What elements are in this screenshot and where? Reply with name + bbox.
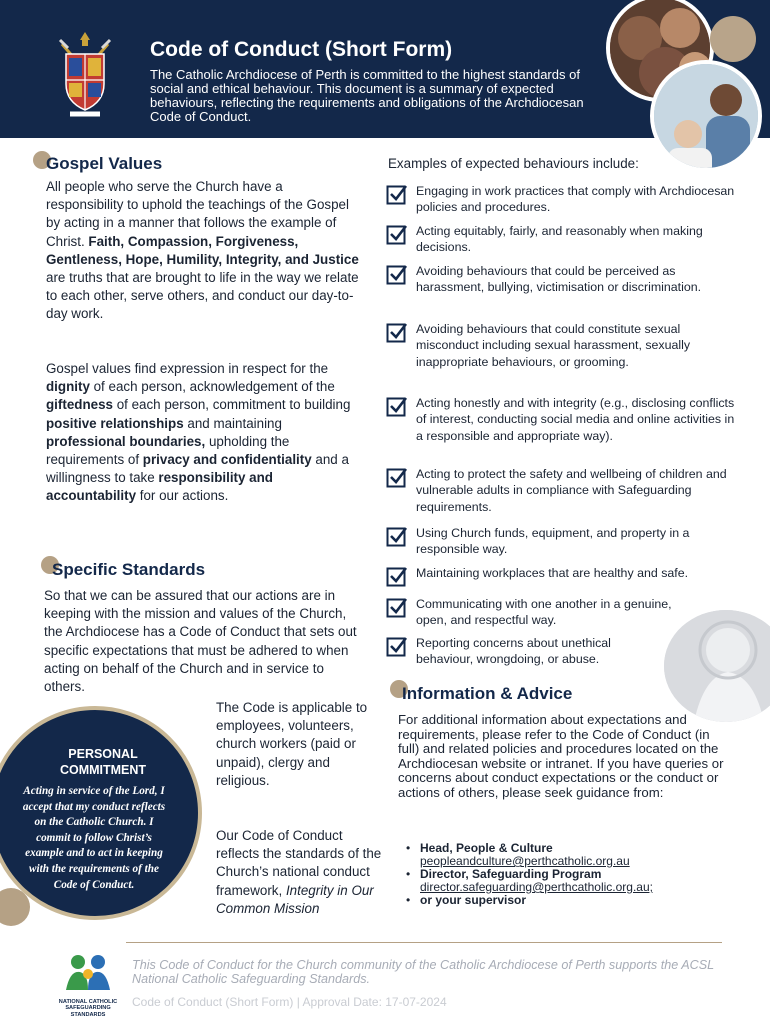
emphasis-text: positive relationships	[46, 415, 184, 431]
information-text: For additional information about expectations and requirements, please refer to the Code of Conduct (in full) and related policies and procedures located on the Archdiocesan website or intranet. If you have queries or concerns about conduct expectations or the conduct or actions of others, please seek guidance from:	[398, 712, 724, 800]
standards-framework-text: Our Code of Conduct reflects the standards of the Church’s national conduct framework,	[216, 828, 382, 898]
specific-standards-paragraph-3	[216, 827, 382, 918]
emphasis-text: privacy and confidentiality	[142, 452, 312, 468]
safeguarding-logo-text: NATIONAL CATHOLIC SAFEGUARDING STANDARDS	[58, 999, 118, 1018]
checkbox-icon	[386, 183, 408, 205]
contact-role: • Director, Safeguarding Program	[420, 867, 602, 881]
paragraph-text: Gospel values find expression in respect for the	[46, 361, 329, 376]
emphasis-text: responsibility and accountability	[46, 470, 273, 504]
decorative-dot	[710, 16, 756, 62]
paragraph-text: are truths that are brought to life in the way we relate to each other, serve others, and conduct our day-to-day work.	[46, 270, 359, 322]
contact-item	[404, 842, 734, 868]
behaviour-text: Avoiding behaviours that could constitute sexual misconduct including sexual harassment, sexually inappropriate behaviours, or grooming.	[416, 322, 691, 369]
checkbox-icon	[386, 321, 408, 343]
emphasis-text: professional boundaries,	[46, 433, 206, 449]
checkbox-icon	[386, 635, 408, 657]
checkbox-icon	[386, 525, 408, 547]
carer-photo	[650, 60, 762, 172]
archdiocese-crest-logo	[54, 30, 116, 122]
behaviour-text: Acting to protect the safety and wellbeing of children and vulnerable adults in compliance with Safeguarding requirements.	[416, 467, 727, 514]
behaviour-text: Engaging in work practices that comply with Archdiocesan policies and procedures.	[416, 184, 735, 215]
specific-standards-paragraph-2: The Code is applicable to employees, volunteers, church workers (paid or unpaid), clergy and religious.	[216, 700, 368, 788]
behaviour-text: Maintaining workplaces that are healthy and safe.	[416, 566, 689, 580]
paragraph-text: All people who serve the Church have a responsibility to uphold the teachings of the Gospel by acting in a manner that follows the example of Christ.	[46, 179, 349, 249]
checkbox-icon	[386, 223, 408, 245]
contact-item	[404, 894, 734, 907]
paragraph-text: for our actions.	[136, 488, 229, 504]
behaviour-text: Acting honestly and with integrity (e.g., disclosing conflicts of interest, conducting social media and online activities in a responsible and appropriate way).	[416, 396, 735, 443]
footer-statement: This Code of Conduct for the Church community of the Catholic Archdiocese of Perth supports the ACSL National Catholic Safeguarding Standards.	[132, 958, 714, 986]
contacts-list	[404, 842, 734, 907]
emphasis-text: Faith, Compassion, Forgiveness, Gentleness, Hope, Humility, Integrity, and Justice	[46, 233, 359, 267]
document-title: Code of Conduct (Short Form)	[150, 38, 453, 61]
contact-role: • Head, People & Culture	[420, 841, 553, 855]
behaviour-text: Using Church funds, equipment, and property in a responsible way.	[416, 526, 690, 557]
checkbox-icon	[386, 596, 408, 618]
checkbox-icon	[386, 263, 408, 285]
contact-email-link[interactable]: director.safeguarding@perthcatholic.org.au;	[420, 880, 653, 894]
behaviour-text: Avoiding behaviours that could be perceived as harassment, bullying, victimisation or discrimination.	[416, 264, 702, 295]
paragraph-text: upholding the requirements of	[46, 433, 290, 468]
behaviour-text: Reporting concerns about unethical behaviour, wrongdoing, or abuse.	[416, 636, 611, 667]
emphasis-text: dignity	[46, 379, 90, 395]
contact-role: • or your supervisor	[420, 893, 527, 907]
specific-standards-paragraph-1: So that we can be assured that our actions are in keeping with the mission and values of the Church, the Archdiocese has a Code of Conduct that sets out specific expectations that must be adhered to when acting on behalf of the Church and in service to others.	[44, 588, 357, 695]
statue-photo	[664, 610, 770, 722]
examples-intro: Examples of expected behaviours include:	[388, 156, 639, 171]
paragraph-text: and maintaining	[183, 415, 282, 431]
standards-framework-title: Integrity in Our Common Mission	[216, 882, 374, 916]
personal-commitment-text: Acting in service of the Lord, I accept that my conduct reflects on the Catholic Church. I commit to follow Christ’s example and to act in keeping with the requirements of the Code of Conduct.	[22, 785, 166, 891]
gospel-values-paragraph-2	[46, 360, 360, 506]
contact-item	[404, 868, 734, 894]
document-intro: The Catholic Archdiocese of Perth is committed to the highest standards of social and ethical behaviour. This document is a summary of expected behaviours, reflecting the requirements and obligations of the Archdiocesan Code of Conduct.	[150, 67, 584, 124]
checkbox-icon	[386, 565, 408, 587]
footer-divider	[126, 942, 722, 943]
paragraph-text: of each person, commitment to building	[112, 397, 351, 413]
contact-email-link[interactable]: peopleandculture@perthcatholic.org.au	[420, 854, 630, 868]
behaviour-text: Communicating with one another in a genuine, open, and respectful way.	[416, 597, 672, 628]
checkbox-icon	[386, 466, 408, 488]
paragraph-text: of each person, acknowledgement of the	[89, 379, 335, 395]
information-heading: Information & Advice	[402, 684, 573, 703]
gospel-values-paragraph-1	[46, 178, 360, 324]
emphasis-text: giftedness	[46, 397, 113, 413]
behaviour-text: Acting equitably, fairly, and reasonably when making decisions.	[416, 224, 703, 255]
paragraph-text: and a willingness to take	[46, 452, 349, 486]
specific-standards-heading: Specific Standards	[52, 560, 206, 579]
footer-approval-meta: Code of Conduct (Short Form) | Approval Date: 17-07-2024	[132, 995, 447, 1009]
personal-commitment-title: PERSONAL COMMITMENT	[59, 747, 147, 777]
gospel-values-heading: Gospel Values	[46, 154, 163, 173]
checkbox-icon	[386, 395, 408, 417]
safeguarding-standards-logo	[50, 950, 126, 1018]
